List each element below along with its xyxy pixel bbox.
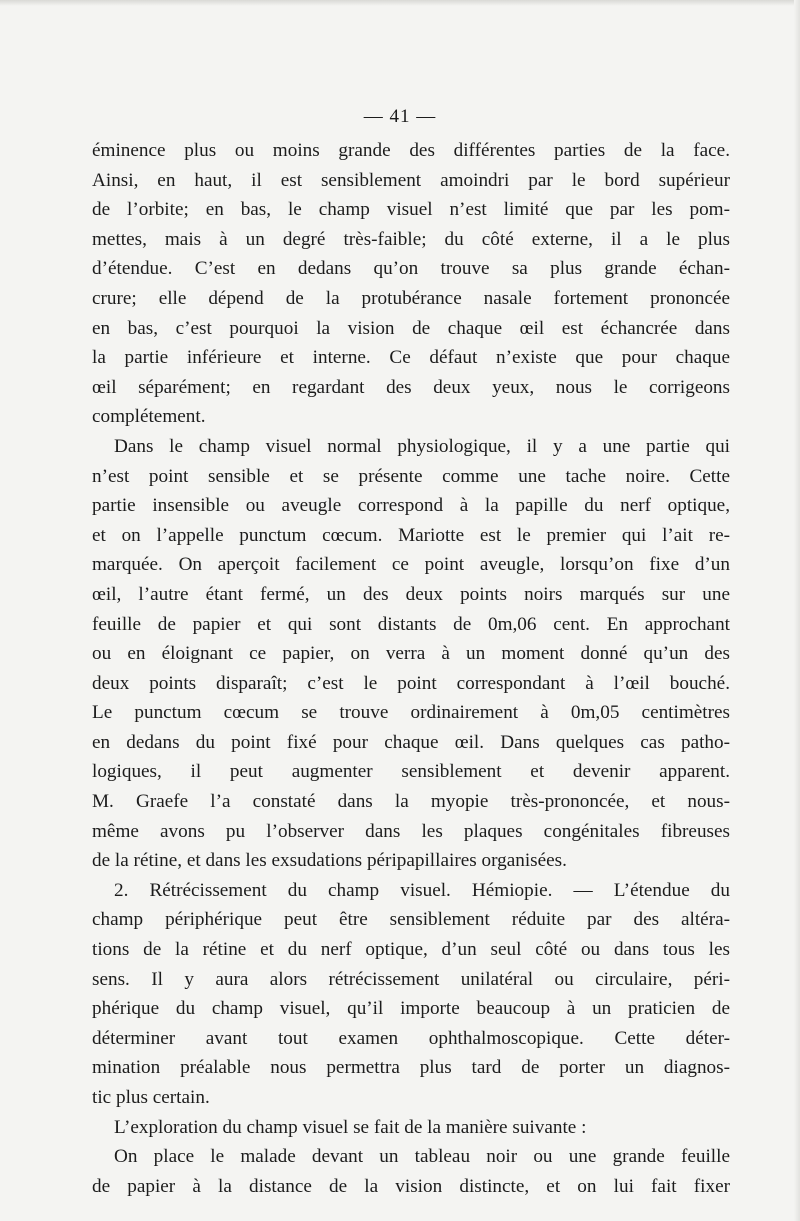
text-line: œil séparément; en regardant des deux yeux, nous le corrigeons: [92, 376, 730, 398]
page-right-edge: [794, 0, 800, 1221]
text-line: Dans le champ visuel normal physiologique, il y a une partie qui: [114, 435, 730, 457]
text-line: deux points disparaît; c’est le point correspondant à l’œil bouché.: [92, 672, 730, 694]
text-line: ou en éloignant ce papier, on verra à un moment donné qu’un des: [92, 643, 730, 665]
text-line: tic plus certain.: [92, 1087, 210, 1108]
text-line: marquée. On aperçoit facilement ce point aveugle, lorsqu’on fixe d’un: [92, 554, 730, 576]
text-line: en bas, c’est pourquoi la vision de chaque œil est échancrée dans: [92, 317, 730, 339]
body-text: [92, 136, 730, 1201]
page-number-header: — 41 —: [363, 106, 437, 127]
text-line: la partie inférieure et interne. Ce défaut n’existe que pour chaque: [92, 347, 730, 369]
text-line: n’est point sensible et se présente comme une tache noire. Cette: [92, 465, 730, 487]
text-line: tions de la rétine et du nerf optique, d’un seul côté ou dans tous les: [92, 939, 730, 961]
page-top-edge: [0, 0, 800, 6]
text-line: Ainsi, en haut, il est sensiblement amoindri par le bord supérieur: [92, 169, 730, 191]
text-line: M. Graefe l’a constaté dans la myopie très-prononcée, et nous-: [92, 791, 730, 813]
text-line: et on l’appelle punctum cœcum. Mariotte est le premier qui l’ait re-: [92, 524, 730, 546]
text-line: logiques, il peut augmenter sensiblement et devenir apparent.: [92, 761, 730, 783]
text-line: complétement.: [92, 406, 206, 428]
text-line: feuille de papier et qui sont distants de 0m,06 cent. En approchant: [92, 613, 730, 635]
text-line: On place le malade devant un tableau noir ou une grande feuille: [114, 1146, 730, 1168]
text-line: de l’orbite; en bas, le champ visuel n’est limité que par les pom-: [92, 199, 730, 221]
text-line: champ périphérique peut être sensiblement réduite par des altéra-: [92, 909, 730, 931]
text-line: sens. Il y aura alors rétrécissement unilatéral ou circulaire, péri-: [92, 968, 730, 990]
text-line: en dedans du point fixé pour chaque œil. Dans quelques cas patho-: [92, 731, 730, 753]
text-line: œil, l’autre étant fermé, un des deux points noirs marqués sur une: [92, 583, 730, 605]
text-line: déterminer avant tout examen ophthalmoscopique. Cette déter-: [92, 1027, 730, 1049]
text-line: phérique du champ visuel, qu’il importe beaucoup à un praticien de: [92, 998, 730, 1020]
text-line: éminence plus ou moins grande des différentes parties de la face.: [92, 140, 730, 161]
text-line: d’étendue. C’est en dedans qu’on trouve sa plus grande échan-: [92, 258, 730, 280]
text-line: L’exploration du champ visuel se fait de la manière suivante :: [114, 1116, 587, 1138]
text-line: partie insensible ou aveugle correspond à la papille du nerf optique,: [92, 495, 730, 517]
text-line: de la rétine, et dans les exsudations péripapillaires organisées.: [92, 850, 567, 872]
text-line: 2. Rétrécissement du champ visuel. Hémiopie. — L’étendue du: [114, 879, 730, 901]
text-line: de papier à la distance de la vision distincte, et on lui fait fixer: [92, 1175, 730, 1197]
text-line: mettes, mais à un degré très-faible; du côté externe, il a le plus: [92, 228, 730, 250]
text-line: Le punctum cœcum se trouve ordinairement à 0m,05 centimètres: [92, 702, 730, 724]
text-line: mination préalable nous permettra plus tard de porter un diagnos-: [92, 1057, 730, 1079]
text-line: même avons pu l’observer dans les plaques congénitales fibreuses: [92, 820, 730, 842]
text-line: crure; elle dépend de la protubérance nasale fortement prononcée: [92, 287, 730, 309]
